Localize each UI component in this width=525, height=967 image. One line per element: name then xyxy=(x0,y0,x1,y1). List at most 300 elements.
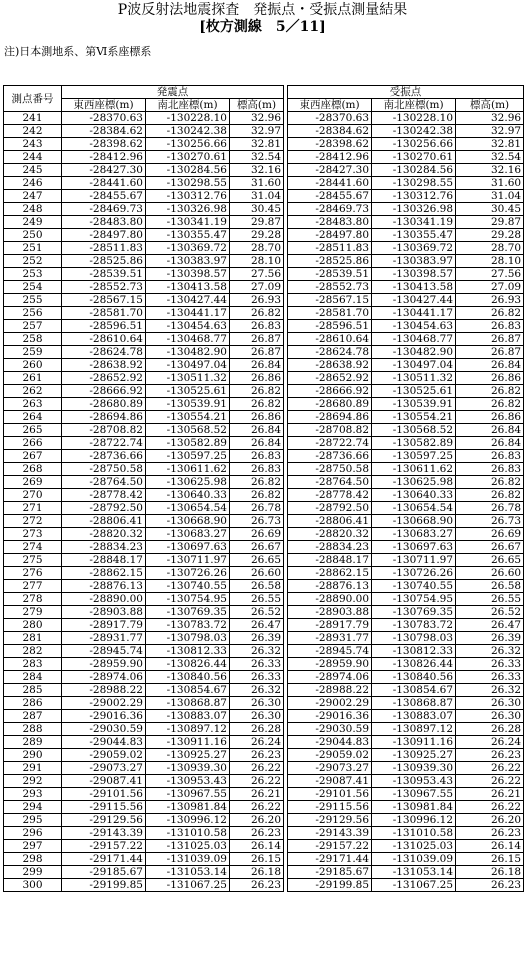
source-ns-cell: -130511.32 xyxy=(146,372,230,385)
source-ns-cell: -130441.17 xyxy=(146,307,230,320)
source-ns-cell: -130539.91 xyxy=(146,398,230,411)
source-ew-cell: -29143.39 xyxy=(62,827,146,840)
receiver-elev-cell: 26.23 xyxy=(456,879,524,892)
source-elev-cell: 29.28 xyxy=(230,229,284,242)
station-number-cell: 255 xyxy=(4,294,62,307)
source-elev-cell: 26.47 xyxy=(230,619,284,632)
receiver-ns-cell: -130953.43 xyxy=(372,775,456,788)
receiver-ns-cell: -130981.84 xyxy=(372,801,456,814)
receiver-ns-cell: -130525.61 xyxy=(372,385,456,398)
source-ew-cell: -28750.58 xyxy=(62,463,146,476)
receiver-elev-cell: 26.60 xyxy=(456,567,524,580)
receiver-elev-cell: 26.18 xyxy=(456,866,524,879)
source-ns-cell: -130398.57 xyxy=(146,268,230,281)
receiver-ew-cell: -28694.86 xyxy=(288,411,372,424)
source-ns-cell: -130482.90 xyxy=(146,346,230,359)
source-elev-cell: 32.54 xyxy=(230,151,284,164)
source-ns-cell: -130298.55 xyxy=(146,177,230,190)
receiver-ns-cell: -130482.90 xyxy=(372,346,456,359)
table-row xyxy=(4,749,524,762)
receiver-ns-cell: -130511.32 xyxy=(372,372,456,385)
receiver-elev-cell: 26.67 xyxy=(456,541,524,554)
table-row xyxy=(4,138,524,151)
source-ns-cell: -130769.35 xyxy=(146,606,230,619)
source-elev-cell: 26.22 xyxy=(230,762,284,775)
source-ns-cell: -130582.89 xyxy=(146,437,230,450)
source-ns-cell: -130497.04 xyxy=(146,359,230,372)
source-ns-cell: -131039.09 xyxy=(146,853,230,866)
source-elev-cell: 32.96 xyxy=(230,112,284,125)
receiver-ns-cell: -130967.55 xyxy=(372,788,456,801)
table-row xyxy=(4,671,524,684)
source-ew-cell: -28427.30 xyxy=(62,164,146,177)
receiver-elev-cell: 27.56 xyxy=(456,268,524,281)
source-ew-cell: -29171.44 xyxy=(62,853,146,866)
receiver-ew-cell: -28624.78 xyxy=(288,346,372,359)
source-ew-cell: -28624.78 xyxy=(62,346,146,359)
source-ew-cell: -28792.50 xyxy=(62,502,146,515)
receiver-elev-cell: 32.16 xyxy=(456,164,524,177)
source-elev-cell: 26.87 xyxy=(230,346,284,359)
station-number-cell: 261 xyxy=(4,372,62,385)
source-ns-cell: -130341.19 xyxy=(146,216,230,229)
source-ns-cell: -131067.25 xyxy=(146,879,230,892)
receiver-ns-cell: -130468.77 xyxy=(372,333,456,346)
table-row xyxy=(4,489,524,502)
receiver-ns-cell: -130754.95 xyxy=(372,593,456,606)
receiver-elev-cell: 32.54 xyxy=(456,151,524,164)
table-row xyxy=(4,723,524,736)
source-elev-cell: 31.04 xyxy=(230,190,284,203)
receiver-ns-cell: -130996.12 xyxy=(372,814,456,827)
source-ew-cell: -28974.06 xyxy=(62,671,146,684)
receiver-ew-cell: -28552.73 xyxy=(288,281,372,294)
source-ns-cell: -130413.58 xyxy=(146,281,230,294)
receiver-ew-cell: -28441.60 xyxy=(288,177,372,190)
receiver-ns-cell: -130228.10 xyxy=(372,112,456,125)
source-ew-cell: -29101.56 xyxy=(62,788,146,801)
header-source-ew: 東西座標(m) xyxy=(62,99,146,112)
table-row xyxy=(4,619,524,632)
receiver-ns-cell: -130284.56 xyxy=(372,164,456,177)
station-number-cell: 284 xyxy=(4,671,62,684)
table-row xyxy=(4,294,524,307)
receiver-ew-cell: -28890.00 xyxy=(288,593,372,606)
table-row xyxy=(4,593,524,606)
receiver-ns-cell: -130369.72 xyxy=(372,242,456,255)
receiver-elev-cell: 26.82 xyxy=(456,398,524,411)
receiver-ew-cell: -29073.27 xyxy=(288,762,372,775)
receiver-elev-cell: 26.23 xyxy=(456,749,524,762)
header-receiver-ew: 東西座標(m) xyxy=(288,99,372,112)
receiver-elev-cell: 26.69 xyxy=(456,528,524,541)
source-ns-cell: -130783.72 xyxy=(146,619,230,632)
source-ns-cell: -130925.27 xyxy=(146,749,230,762)
station-number-cell: 249 xyxy=(4,216,62,229)
source-ns-cell: -130911.16 xyxy=(146,736,230,749)
receiver-ns-cell: -130925.27 xyxy=(372,749,456,762)
station-number-cell: 290 xyxy=(4,749,62,762)
receiver-elev-cell: 26.93 xyxy=(456,294,524,307)
source-ns-cell: -130668.90 xyxy=(146,515,230,528)
receiver-elev-cell: 26.86 xyxy=(456,411,524,424)
source-ew-cell: -28525.86 xyxy=(62,255,146,268)
station-number-cell: 283 xyxy=(4,658,62,671)
receiver-ew-cell: -29087.41 xyxy=(288,775,372,788)
table-row xyxy=(4,372,524,385)
receiver-ew-cell: -28792.50 xyxy=(288,502,372,515)
source-ew-cell: -28552.73 xyxy=(62,281,146,294)
source-ew-cell: -28610.64 xyxy=(62,333,146,346)
source-ns-cell: -130840.56 xyxy=(146,671,230,684)
source-elev-cell: 26.78 xyxy=(230,502,284,515)
receiver-ew-cell: -28722.74 xyxy=(288,437,372,450)
table-row xyxy=(4,450,524,463)
receiver-ns-cell: -130312.76 xyxy=(372,190,456,203)
source-elev-cell: 26.69 xyxy=(230,528,284,541)
receiver-ew-cell: -28974.06 xyxy=(288,671,372,684)
receiver-elev-cell: 26.52 xyxy=(456,606,524,619)
receiver-ns-cell: -131053.14 xyxy=(372,866,456,879)
station-number-cell: 273 xyxy=(4,528,62,541)
receiver-ew-cell: -28666.92 xyxy=(288,385,372,398)
receiver-ew-cell: -29199.85 xyxy=(288,879,372,892)
table-row xyxy=(4,112,524,125)
station-number-cell: 256 xyxy=(4,307,62,320)
source-elev-cell: 26.83 xyxy=(230,450,284,463)
source-ew-cell: -28398.62 xyxy=(62,138,146,151)
receiver-ns-cell: -130568.52 xyxy=(372,424,456,437)
source-elev-cell: 26.28 xyxy=(230,723,284,736)
receiver-ew-cell: -28455.67 xyxy=(288,190,372,203)
table-row xyxy=(4,164,524,177)
header-receiver-ns: 南北座標(m) xyxy=(372,99,456,112)
receiver-ns-cell: -130640.33 xyxy=(372,489,456,502)
receiver-ns-cell: -130769.35 xyxy=(372,606,456,619)
receiver-ew-cell: -28736.66 xyxy=(288,450,372,463)
source-ew-cell: -28764.50 xyxy=(62,476,146,489)
receiver-elev-cell: 26.83 xyxy=(456,450,524,463)
receiver-elev-cell: 26.84 xyxy=(456,359,524,372)
receiver-elev-cell: 26.33 xyxy=(456,658,524,671)
receiver-elev-cell: 26.87 xyxy=(456,346,524,359)
receiver-elev-cell: 26.82 xyxy=(456,307,524,320)
source-elev-cell: 26.93 xyxy=(230,294,284,307)
source-ew-cell: -28931.77 xyxy=(62,632,146,645)
source-ew-cell: -29059.02 xyxy=(62,749,146,762)
table-row xyxy=(4,827,524,840)
station-number-cell: 264 xyxy=(4,411,62,424)
receiver-ns-cell: -130454.63 xyxy=(372,320,456,333)
source-ew-cell: -28708.82 xyxy=(62,424,146,437)
receiver-ew-cell: -29101.56 xyxy=(288,788,372,801)
source-ns-cell: -130683.27 xyxy=(146,528,230,541)
receiver-ns-cell: -130711.97 xyxy=(372,554,456,567)
source-ew-cell: -29030.59 xyxy=(62,723,146,736)
source-ns-cell: -130312.76 xyxy=(146,190,230,203)
source-elev-cell: 26.82 xyxy=(230,385,284,398)
receiver-ns-cell: -131010.58 xyxy=(372,827,456,840)
table-row xyxy=(4,710,524,723)
receiver-elev-cell: 26.22 xyxy=(456,762,524,775)
source-ew-cell: -28988.22 xyxy=(62,684,146,697)
station-number-cell: 278 xyxy=(4,593,62,606)
receiver-ew-cell: -28596.51 xyxy=(288,320,372,333)
source-ns-cell: -130525.61 xyxy=(146,385,230,398)
source-elev-cell: 26.23 xyxy=(230,749,284,762)
source-ns-cell: -130897.12 xyxy=(146,723,230,736)
receiver-ew-cell: -28806.41 xyxy=(288,515,372,528)
receiver-ew-cell: -28778.42 xyxy=(288,489,372,502)
source-ew-cell: -28778.42 xyxy=(62,489,146,502)
source-elev-cell: 26.83 xyxy=(230,320,284,333)
source-elev-cell: 26.15 xyxy=(230,853,284,866)
source-ns-cell: -130740.55 xyxy=(146,580,230,593)
table-row xyxy=(4,788,524,801)
receiver-ns-cell: -131039.09 xyxy=(372,853,456,866)
source-elev-cell: 26.52 xyxy=(230,606,284,619)
table-row xyxy=(4,554,524,567)
source-elev-cell: 26.39 xyxy=(230,632,284,645)
table-row xyxy=(4,541,524,554)
source-ew-cell: -28455.67 xyxy=(62,190,146,203)
source-ns-cell: -130625.98 xyxy=(146,476,230,489)
receiver-ew-cell: -28959.90 xyxy=(288,658,372,671)
table-row xyxy=(4,125,524,138)
receiver-ew-cell: -28398.62 xyxy=(288,138,372,151)
receiver-elev-cell: 26.65 xyxy=(456,554,524,567)
station-number-cell: 267 xyxy=(4,450,62,463)
receiver-elev-cell: 27.09 xyxy=(456,281,524,294)
receiver-elev-cell: 26.83 xyxy=(456,463,524,476)
receiver-ns-cell: -130554.21 xyxy=(372,411,456,424)
table-row xyxy=(4,814,524,827)
receiver-elev-cell: 26.32 xyxy=(456,645,524,658)
source-elev-cell: 26.60 xyxy=(230,567,284,580)
table-row xyxy=(4,268,524,281)
document-subtitle: [枚方測線 5／11] xyxy=(199,19,326,35)
source-elev-cell: 26.82 xyxy=(230,489,284,502)
receiver-ew-cell: -29115.56 xyxy=(288,801,372,814)
station-number-cell: 243 xyxy=(4,138,62,151)
receiver-ew-cell: -28567.15 xyxy=(288,294,372,307)
header-source-group: 発震点 xyxy=(62,86,284,99)
receiver-elev-cell: 29.28 xyxy=(456,229,524,242)
source-elev-cell: 26.23 xyxy=(230,827,284,840)
source-ns-cell: -130754.95 xyxy=(146,593,230,606)
source-ew-cell: -28945.74 xyxy=(62,645,146,658)
table-row xyxy=(4,346,524,359)
source-ns-cell: -131053.14 xyxy=(146,866,230,879)
document-title: P波反射法地震探査 発振点・受振点測量結果 xyxy=(117,2,408,18)
station-number-cell: 298 xyxy=(4,853,62,866)
table-row xyxy=(4,281,524,294)
receiver-elev-cell: 26.20 xyxy=(456,814,524,827)
station-number-cell: 281 xyxy=(4,632,62,645)
station-number-cell: 248 xyxy=(4,203,62,216)
receiver-ew-cell: -28427.30 xyxy=(288,164,372,177)
receiver-elev-cell: 30.45 xyxy=(456,203,524,216)
source-ns-cell: -130228.10 xyxy=(146,112,230,125)
station-number-cell: 265 xyxy=(4,424,62,437)
station-number-cell: 289 xyxy=(4,736,62,749)
table-row xyxy=(4,762,524,775)
receiver-ns-cell: -130398.57 xyxy=(372,268,456,281)
source-ns-cell: -130854.67 xyxy=(146,684,230,697)
station-number-cell: 295 xyxy=(4,814,62,827)
source-ns-cell: -130868.87 xyxy=(146,697,230,710)
receiver-elev-cell: 26.78 xyxy=(456,502,524,515)
receiver-ns-cell: -130341.19 xyxy=(372,216,456,229)
receiver-ns-cell: -130270.61 xyxy=(372,151,456,164)
source-ns-cell: -130883.07 xyxy=(146,710,230,723)
station-number-cell: 246 xyxy=(4,177,62,190)
table-row xyxy=(4,359,524,372)
source-ew-cell: -29129.56 xyxy=(62,814,146,827)
station-number-cell: 268 xyxy=(4,463,62,476)
table-row xyxy=(4,437,524,450)
source-elev-cell: 32.16 xyxy=(230,164,284,177)
source-elev-cell: 27.56 xyxy=(230,268,284,281)
source-ns-cell: -130826.44 xyxy=(146,658,230,671)
receiver-elev-cell: 31.04 xyxy=(456,190,524,203)
source-elev-cell: 26.87 xyxy=(230,333,284,346)
table-row xyxy=(4,697,524,710)
station-number-cell: 269 xyxy=(4,476,62,489)
header-receiver-group: 受振点 xyxy=(288,86,524,99)
source-ew-cell: -28903.88 xyxy=(62,606,146,619)
station-number-cell: 294 xyxy=(4,801,62,814)
table-row xyxy=(4,190,524,203)
source-ew-cell: -28736.66 xyxy=(62,450,146,463)
source-elev-cell: 26.33 xyxy=(230,671,284,684)
receiver-elev-cell: 26.58 xyxy=(456,580,524,593)
receiver-ns-cell: -130441.17 xyxy=(372,307,456,320)
receiver-elev-cell: 26.32 xyxy=(456,684,524,697)
receiver-ew-cell: -28876.13 xyxy=(288,580,372,593)
station-number-cell: 259 xyxy=(4,346,62,359)
receiver-elev-cell: 26.15 xyxy=(456,853,524,866)
source-ew-cell: -28441.60 xyxy=(62,177,146,190)
receiver-ns-cell: -130854.67 xyxy=(372,684,456,697)
station-number-cell: 275 xyxy=(4,554,62,567)
station-number-cell: 262 xyxy=(4,385,62,398)
table-row xyxy=(4,580,524,593)
header-source-elev: 標高(m) xyxy=(230,99,284,112)
receiver-elev-cell: 26.22 xyxy=(456,775,524,788)
source-elev-cell: 26.21 xyxy=(230,788,284,801)
receiver-elev-cell: 29.87 xyxy=(456,216,524,229)
receiver-elev-cell: 26.39 xyxy=(456,632,524,645)
source-ns-cell: -130554.21 xyxy=(146,411,230,424)
receiver-ns-cell: -130242.38 xyxy=(372,125,456,138)
receiver-ew-cell: -28469.73 xyxy=(288,203,372,216)
source-elev-cell: 26.86 xyxy=(230,411,284,424)
table-row xyxy=(4,398,524,411)
source-ns-cell: -130242.38 xyxy=(146,125,230,138)
station-number-cell: 280 xyxy=(4,619,62,632)
receiver-ns-cell: -130798.03 xyxy=(372,632,456,645)
station-number-cell: 241 xyxy=(4,112,62,125)
source-ew-cell: -28666.92 xyxy=(62,385,146,398)
table-row xyxy=(4,216,524,229)
source-ew-cell: -28497.80 xyxy=(62,229,146,242)
source-ns-cell: -130939.30 xyxy=(146,762,230,775)
source-ew-cell: -29087.41 xyxy=(62,775,146,788)
source-ns-cell: -130383.97 xyxy=(146,255,230,268)
source-elev-cell: 26.84 xyxy=(230,437,284,450)
source-ns-cell: -130454.63 xyxy=(146,320,230,333)
receiver-ew-cell: -28525.86 xyxy=(288,255,372,268)
source-elev-cell: 28.10 xyxy=(230,255,284,268)
receiver-ns-cell: -131067.25 xyxy=(372,879,456,892)
station-number-cell: 291 xyxy=(4,762,62,775)
station-number-cell: 242 xyxy=(4,125,62,138)
station-number-cell: 274 xyxy=(4,541,62,554)
receiver-elev-cell: 26.28 xyxy=(456,723,524,736)
receiver-ns-cell: -130413.58 xyxy=(372,281,456,294)
station-number-cell: 279 xyxy=(4,606,62,619)
source-ns-cell: -130711.97 xyxy=(146,554,230,567)
receiver-elev-cell: 26.86 xyxy=(456,372,524,385)
station-number-cell: 285 xyxy=(4,684,62,697)
source-elev-cell: 28.70 xyxy=(230,242,284,255)
source-ew-cell: -28820.32 xyxy=(62,528,146,541)
station-number-cell: 257 xyxy=(4,320,62,333)
table-row xyxy=(4,840,524,853)
receiver-elev-cell: 26.84 xyxy=(456,424,524,437)
source-elev-cell: 26.30 xyxy=(230,697,284,710)
source-ew-cell: -29044.83 xyxy=(62,736,146,749)
station-number-cell: 276 xyxy=(4,567,62,580)
source-ew-cell: -28539.51 xyxy=(62,268,146,281)
receiver-ew-cell: -28750.58 xyxy=(288,463,372,476)
survey-results-table xyxy=(3,85,524,892)
source-elev-cell: 26.82 xyxy=(230,398,284,411)
receiver-ew-cell: -28820.32 xyxy=(288,528,372,541)
receiver-ns-cell: -130256.66 xyxy=(372,138,456,151)
table-row xyxy=(4,424,524,437)
station-number-cell: 297 xyxy=(4,840,62,853)
receiver-ew-cell: -28483.80 xyxy=(288,216,372,229)
station-number-cell: 299 xyxy=(4,866,62,879)
source-ew-cell: -28806.41 xyxy=(62,515,146,528)
receiver-ns-cell: -130383.97 xyxy=(372,255,456,268)
station-number-cell: 258 xyxy=(4,333,62,346)
receiver-ns-cell: -130355.47 xyxy=(372,229,456,242)
receiver-ns-cell: -130654.54 xyxy=(372,502,456,515)
station-number-cell: 293 xyxy=(4,788,62,801)
receiver-ew-cell: -29143.39 xyxy=(288,827,372,840)
source-ns-cell: -130798.03 xyxy=(146,632,230,645)
receiver-ew-cell: -28708.82 xyxy=(288,424,372,437)
receiver-ew-cell: -28834.23 xyxy=(288,541,372,554)
table-row xyxy=(4,879,524,892)
receiver-ew-cell: -29002.29 xyxy=(288,697,372,710)
station-number-cell: 282 xyxy=(4,645,62,658)
receiver-ew-cell: -28988.22 xyxy=(288,684,372,697)
header-station: 測点番号 xyxy=(4,86,62,112)
receiver-ns-cell: -130740.55 xyxy=(372,580,456,593)
table-row xyxy=(4,411,524,424)
source-elev-cell: 26.14 xyxy=(230,840,284,853)
source-ew-cell: -28680.89 xyxy=(62,398,146,411)
source-ew-cell: -28694.86 xyxy=(62,411,146,424)
source-ns-cell: -131025.03 xyxy=(146,840,230,853)
source-ns-cell: -130284.56 xyxy=(146,164,230,177)
source-ew-cell: -29016.36 xyxy=(62,710,146,723)
receiver-elev-cell: 26.21 xyxy=(456,788,524,801)
